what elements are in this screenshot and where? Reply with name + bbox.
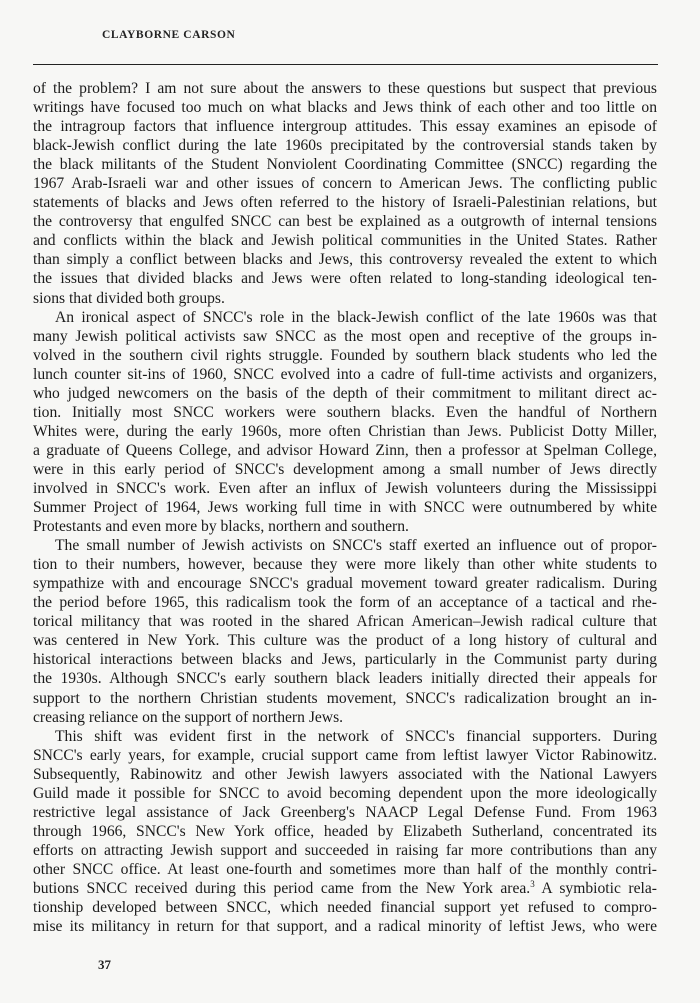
header-rule [33, 64, 658, 65]
text-line: volved in the southern civil rights struggle. Founded by southern black students who led the [33, 346, 657, 364]
text-line: other SNCC office. At least one-fourth and sometimes more than half of the monthly contri- [33, 860, 657, 878]
text-line: Summer Project of 1964, Jews working full time in with SNCC were outnumbered by white [33, 499, 657, 517]
text-line: historical interactions between blacks and Jews, particularly in the Communist party during [33, 651, 657, 669]
page-number: 37 [98, 957, 111, 972]
text-line: through 1966, SNCC's New York office, headed by Elizabeth Sutherland, concentrated its [33, 822, 657, 840]
text-line: the black militants of the Student Nonviolent Coordinating Committee (SNCC) regarding the [33, 156, 657, 174]
text-line: torical militancy that was rooted in the shared African American–Jewish radical culture that [33, 613, 657, 631]
text-line: than simply a conflict between blacks and Jews, this controversy revealed the extent to which [33, 251, 657, 269]
text-line: sympathize with and encourage SNCC's gradual movement toward greater radicalism. During [33, 575, 657, 593]
text-line: Guild made it possible for SNCC to avoid becoming dependent upon the more ideologically [33, 784, 657, 802]
text-line: An ironical aspect of SNCC's role in the black-Jewish conflict of the late 1960s was that [55, 308, 657, 326]
text-line: Protestants and even more by blacks, northern and southern. [33, 518, 409, 536]
text-line: was centered in New York. This culture was the product of a long history of cultural and [33, 632, 657, 650]
text-line: support to the northern Christian students movement, SNCC's radicalization brought an in- [33, 689, 657, 707]
text-line: This shift was evident first in the network of SNCC's financial supporters. During [55, 727, 657, 745]
text-line: restrictive legal assistance of Jack Greenberg's NAACP Legal Defense Fund. From 1963 [33, 803, 657, 821]
text-line: and conflicts within the black and Jewish political communities in the United States. Rather [33, 232, 657, 250]
body-text [33, 79, 657, 936]
text-line: tion. Initially most SNCC workers were southern blacks. Even the handful of Northern [33, 403, 657, 421]
text-line: sions that divided both groups. [33, 289, 225, 307]
text-line: were in this early period of SNCC's development among a small number of Jews directly [33, 460, 657, 478]
text-line: tion to their numbers, however, because they were more likely than other white students to [33, 556, 657, 574]
text-line: who judged newcomers on the basis of the depth of their commitment to militant direct ac- [33, 384, 657, 402]
text-line: many Jewish political activists saw SNCC as the most open and receptive of the groups in- [33, 327, 657, 345]
text-line: The small number of Jewish activists on SNCC's staff exerted an influence out of propor- [55, 537, 657, 555]
text-line: writings have focused too much on what blacks and Jews think of each other and too little on [33, 99, 657, 117]
text-line: Subsequently, Rabinowitz and other Jewish lawyers associated with the National Lawyers [33, 765, 657, 783]
text-line: 1967 Arab-Israeli war and other issues of concern to American Jews. The conflicting public [33, 175, 657, 193]
text-line: Whites were, during the early 1960s, more often Christian than Jews. Publicist Dotty Miller, [33, 422, 657, 440]
text-line: involved in SNCC's work. Even after an influx of Jewish volunteers during the Mississippi [33, 479, 657, 497]
text-line: the issues that divided blacks and Jews were often related to long-standing ideological ten- [33, 270, 657, 288]
text-line: statements of blacks and Jews often referred to the history of Israeli-Palestinian relations, but [33, 194, 657, 212]
text-segment: A symbiotic rela- [534, 879, 657, 897]
text-line: black-Jewish conflict during the late 1960s precipitated by the controversial stands taken by [33, 137, 657, 155]
text-line: the intragroup factors that influence intergroup attitudes. This essay examines an episode of [33, 118, 657, 136]
running-head: CLAYBORNE CARSON [102, 29, 236, 41]
text-segment: butions SNCC received during this period came from the New York area. [33, 879, 531, 897]
text-line: the 1930s. Although SNCC's early southern black leaders initially directed their appeals for [33, 670, 657, 688]
text-line: a graduate of Queens College, and advisor Howard Zinn, then a professor at Spelman College, [33, 441, 657, 459]
text-line: efforts on attracting Jewish support and succeeded in raising far more contributions than any [33, 841, 657, 859]
text-line: the controversy that engulfed SNCC can best be explained as a outgrowth of internal tensions [33, 213, 657, 231]
text-line [33, 879, 657, 898]
text-line: the period before 1965, this radicalism took the form of an acceptance of a tactical and rhe- [33, 594, 657, 612]
text-line: tionship developed between SNCC, which needed financial support yet refused to compro- [33, 899, 657, 917]
text-line: creasing reliance on the support of northern Jews. [33, 708, 344, 726]
text-line: mise its militancy in return for that support, and a radical minority of leftist Jews, who were [33, 918, 657, 936]
text-line: lunch counter sit-ins of 1960, SNCC evolved into a cadre of full-time activists and organizers, [33, 365, 657, 383]
text-line: SNCC's early years, for example, crucial support came from leftist lawyer Victor Rabinowitz. [33, 746, 657, 764]
text-line: of the problem? I am not sure about the answers to these questions but suspect that previous [33, 80, 657, 97]
footnote-marker[interactable]: 3 [530, 878, 535, 889]
